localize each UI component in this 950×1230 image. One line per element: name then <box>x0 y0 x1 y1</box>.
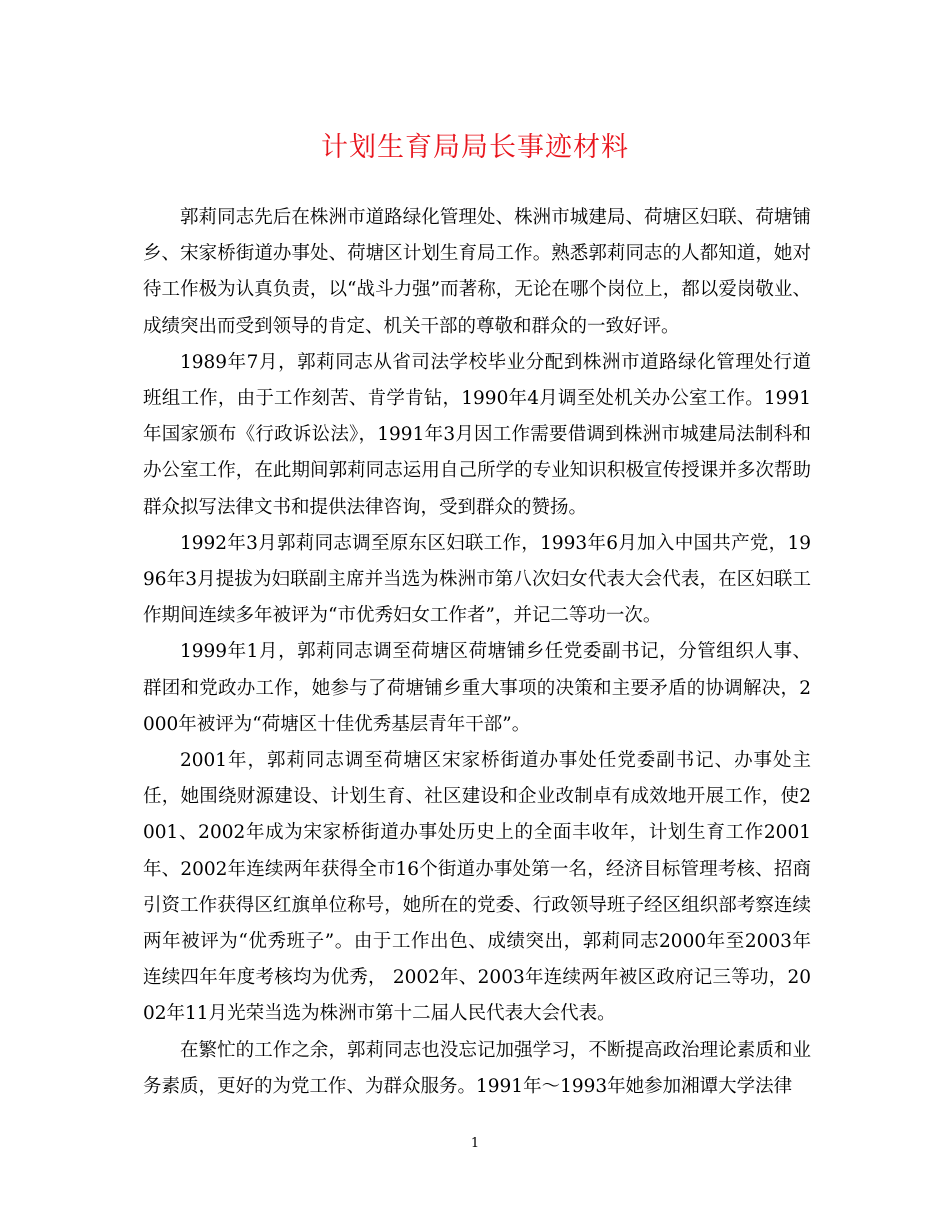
paragraph-6: 在繁忙的工作之余，郭莉同志也没忘记加强学习，不断提高政治理论素质和业务素质，更好的为党工作、为群众服务。1991年～1993年她参加湘谭大学法律 <box>143 1039 811 1097</box>
page-number: 1 <box>470 1136 480 1151</box>
document-title: 计划生育局局长事迹材料 <box>321 132 629 163</box>
document-body <box>143 200 811 1105</box>
paragraph-3: 1992年3月郭莉同志调至原东区妇联工作，1993年6月加入中国共产党，1996年3月提拔为妇联副主席并当选为株洲市第八次妇女代表大会代表，在区妇联工作期间连续多年被评为“市优秀妇女工作者”，并记二等功一次。 <box>143 532 811 627</box>
paragraph-1: 郭莉同志先后在株洲市道路绿化管理处、株洲市城建局、荷塘区妇联、荷塘铺乡、宋家桥街道办事处、荷塘区计划生育局工作。熟悉郭莉同志的人都知道，她对待工作极为认真负责，以“战斗力强”而著称，无论在哪个岗位上，都以爱岗敬业、成绩突出而受到领导的肯定、机关干部的尊敬和群众的一致好评。 <box>143 207 811 337</box>
paragraph-5: 2001年，郭莉同志调至荷塘区宋家桥街道办事处任党委副书记、办事处主任，她围绕财源建设、计划生育、社区建设和企业改制卓有成效地开展工作，使2001、2002年成为宋家桥街道办事处历史上的全面丰收年，计划生育工作2001年、2002年连续两年获得全市16个街道办事处第一名，经济目标管理考核、招商引资工作获得区红旗单位称号，她所在的党委、行政领导班子经区组织部考察连续两年被评为“优秀班子”。由于工作出色、成绩突出，郭莉同志2000年至2003年连续四年年度考核均为优秀， 2002年、2003年连续两年被区政府记三等功，2002年11月光荣当选为株洲市第十二届人民代表大会代表。 <box>143 750 811 1025</box>
paragraph-4: 1999年1月，郭莉同志调至荷塘区荷塘铺乡任党委副书记，分管组织人事、群团和党政办工作，她参与了荷塘铺乡重大事项的决策和主要矛盾的协调解决，2000年被评为“荷塘区十佳优秀基层青年干部”。 <box>143 641 811 735</box>
paragraph-2: 1989年7月，郭莉同志从省司法学校毕业分配到株洲市道路绿化管理处行道班组工作，由于工作刻苦、肯学肯钻，1990年4月调至处机关办公室工作。1991年国家颁布《行政诉讼法》，1991年3月因工作需要借调到株洲市城建局法制科和办公室工作，在此期间郭莉同志运用自己所学的专业知识积极宣传授课并多次帮助群众拟写法律文书和提供法律咨询，受到群众的赞扬。 <box>143 351 811 518</box>
